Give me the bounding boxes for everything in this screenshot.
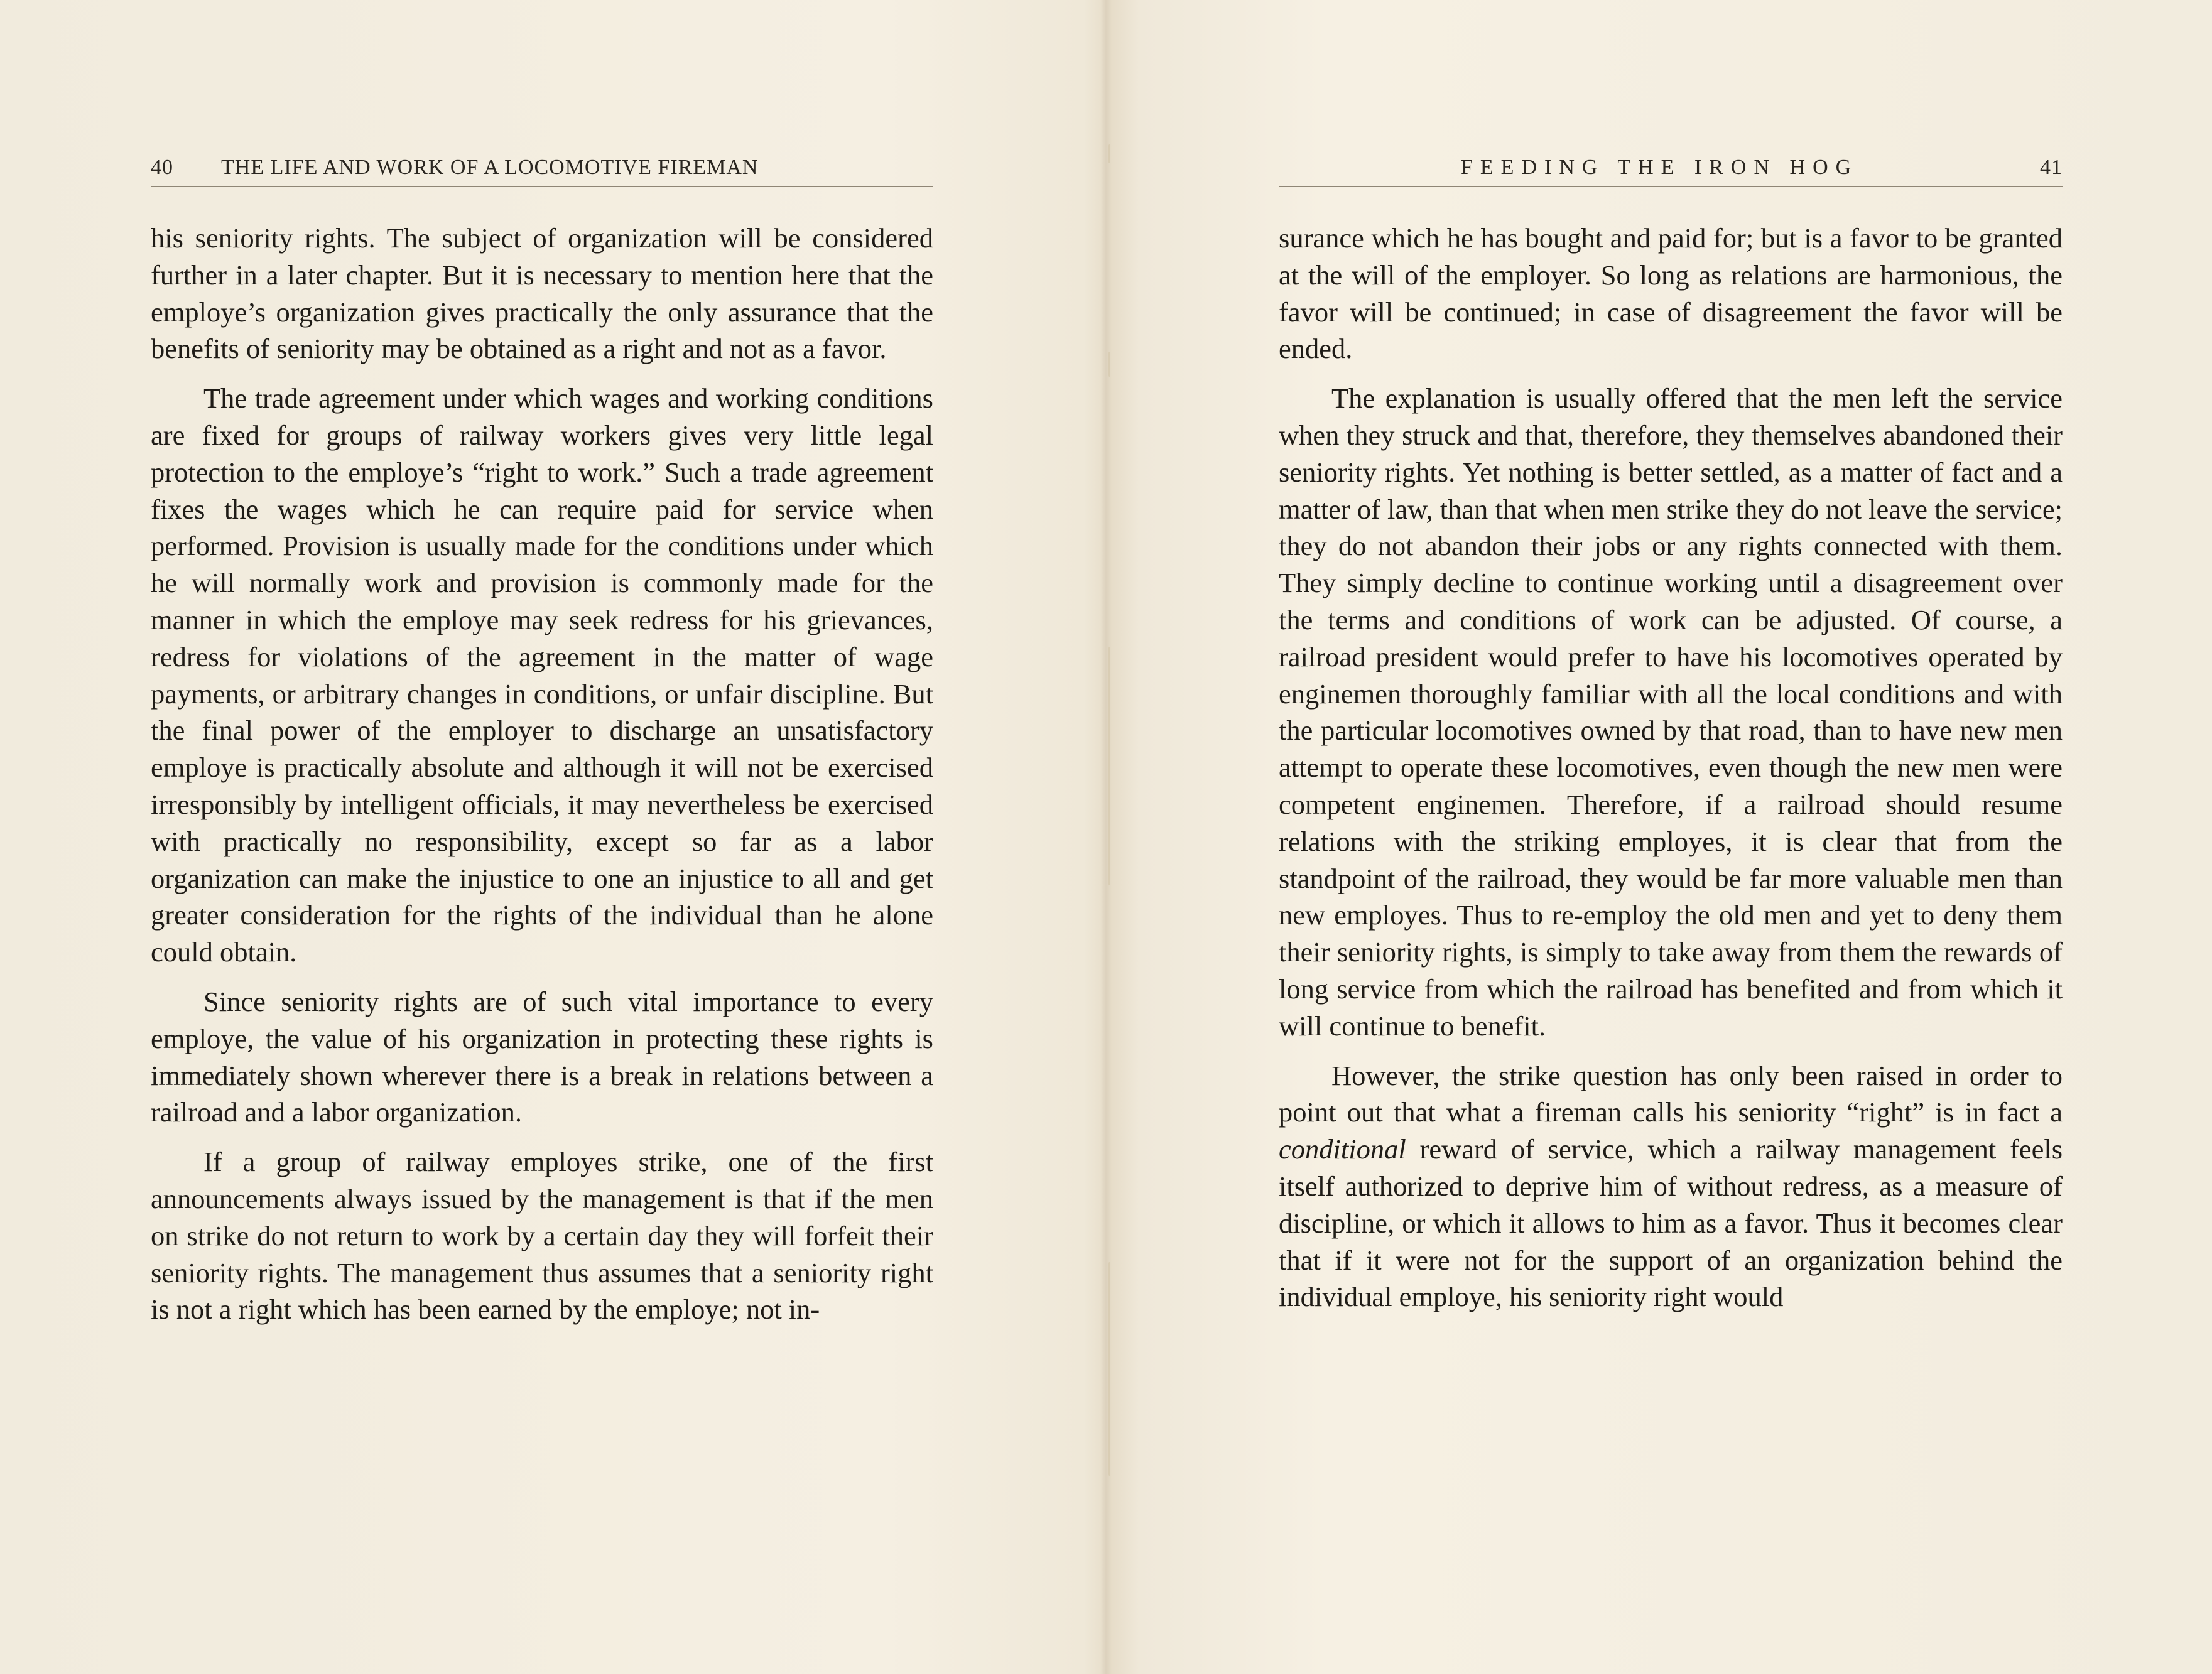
paragraph: The explanation is usually offered that the men left the service when they struck and that, therefore, they themselves abandoned their seniority rights. Yet nothing is better settled, as a matter of fact and a matter of law, than that when men strike they do not leave the service; they do not abandon their jobs or any rights connected with them. They simply decline to continue working until a disagreement over the terms and conditions of work can be adjusted. Of course, a railroad president would prefer to have his locomotives operated by enginemen thoroughly familiar with all the local conditions and with the particular locomotives owned by that road, than to have new men attempt to operate these locomotives, even though the new men were competent enginemen. Therefore, if a railroad should resume relations with the striking employes, it is clear that from the standpoint of the railroad, they would be far more valuable men than new employes. Thus to re-employ the old men and yet to deny them their seniority rights, is simply to take away from them the rewards of long service from which the railroad has benefited and from which it will continue to benefit. (1279, 382, 2063, 1042)
paragraph: If a group of railway employes strike, one of the first announcements always issued by the management is that if the men on strike do not return to work by a certain day they will forfeit their seniority rights. The management thus assumes that a seniority right is not a right which has been earned by the employe; not in- (151, 1146, 933, 1326)
left-page-header (151, 153, 933, 187)
paragraph: his seniority rights. The subject of organization will be considered further in a later chapter. But it is necessary to mention here that the employe’s organization gives practically the only assurance that the benefits of seniority may be obtained as a right and not as a favor. (151, 222, 933, 365)
paragraph-text: reward of service, which a railway management feels itself authorized to deprive him of without redress, as a measure of discipline, or which it allows to him as a favor. Thus it becomes clear that if it were not for the support of an organization behind the individual employe, his seniority right would (1279, 1133, 2063, 1313)
left-page (151, 0, 933, 1674)
italic-emphasis: conditional (1279, 1133, 1406, 1165)
running-head: FEEDING THE IRON HOG (1461, 156, 1859, 179)
left-page-body (151, 220, 933, 1328)
running-head: THE LIFE AND WORK OF A LOCOMOTIVE FIREMAN (221, 156, 759, 179)
right-page-body (1279, 220, 2063, 1315)
paragraph: The trade agreement under which wages and working conditions are fixed for groups of railway workers gives very little legal protection to the employe’s “right to work.” Such a trade agreement fixes the wages which he can require paid for service when performed. Provision is usually made for the conditions under which he will normally work and provision is commonly made for the manner in which the employe may seek redress for his grievances, redress for violations of the agreement in the matter of wage payments, or arbitrary changes in conditions, or unfair discipline. But the final power of the employer to discharge an unsatisfactory employe is practically absolute and although it will not be exercised irresponsibly by intelligent officials, it may nevertheless be exercised with practically no responsibility, except so far as a labor organization can make the injustice to one an injustice to all and get greater consideration for the rights of the individual than he alone could obtain. (151, 382, 933, 968)
binding-stitch (1108, 352, 1110, 377)
page-number: 41 (2040, 156, 2063, 179)
binding-stitch (1108, 647, 1110, 885)
paragraph: surance which he has bought and paid for; but is a favor to be granted at the will of the employer. So long as relations are harmonious, the favor will be continued; in case of disagreement the favor will be ended. (1279, 222, 2063, 365)
right-page (1279, 0, 2063, 1674)
right-page-header (1279, 153, 2063, 187)
paragraph-text: However, the strike question has only been raised in order to point out that what a fireman calls his seniority “right” is in fact a (1279, 1059, 2063, 1128)
paragraph: Since seniority rights are of such vital importance to every employe, the value of his organization in protecting these rights is immediately shown wherever there is a break in relations between a railroad and a labor organization. (151, 985, 933, 1128)
page-number: 40 (151, 156, 173, 179)
paragraph (1279, 1057, 2063, 1316)
binding-stitch (1108, 144, 1110, 163)
binding-stitch (1108, 1262, 1110, 1476)
